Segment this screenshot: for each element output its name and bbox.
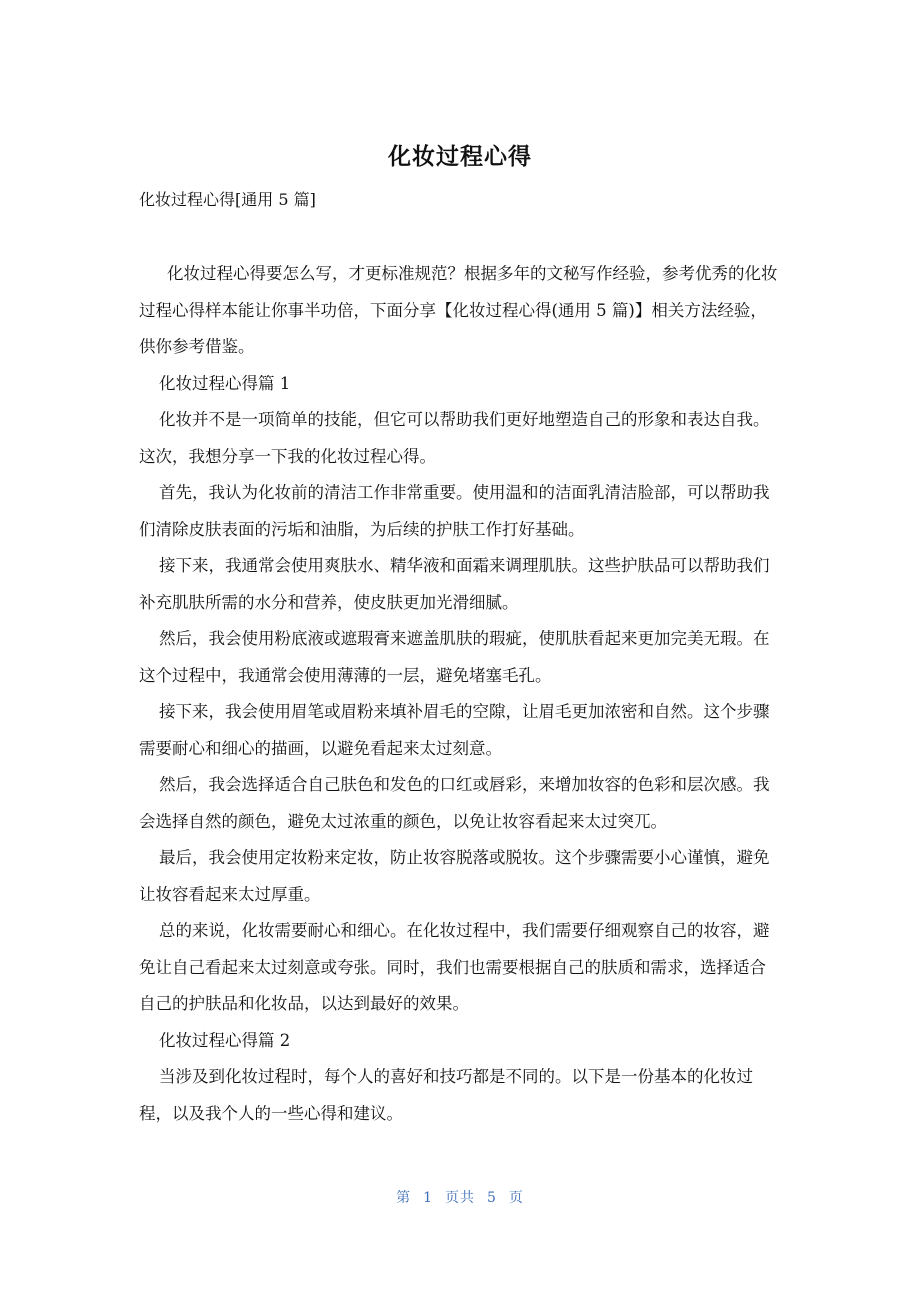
document-subtitle: 化妆过程心得[通用 5 篇]: [139, 190, 316, 209]
section-heading: 化妆过程心得篇 2: [159, 1030, 291, 1050]
document-body: [139, 256, 781, 1132]
intro-paragraph: 化妆过程心得要怎么写，才更标准规范？根据多年的文秘写作经验，参考优秀的化妆过程心得样本能让你事半功倍，下面分享【化妆过程心得(通用 5 篇)】相关方法经验，供你参考借鉴。: [139, 264, 778, 356]
body-paragraph: 当涉及到化妆过程时，每个人的喜好和技巧都是不同的。以下是一份基本的化妆过程，以及我个人的一些心得和建议。: [139, 1067, 753, 1123]
body-paragraph: 接下来，我通常会使用爽肤水、精华液和面霜来调理肌肤。这些护肤品可以帮助我们补充肌肤所需的水分和营养，使皮肤更加光滑细腻。: [139, 556, 770, 612]
footer-label-pages: 页: [508, 1190, 524, 1206]
section-heading: 化妆过程心得篇 1: [159, 373, 291, 393]
page-footer: [0, 1187, 920, 1207]
body-paragraph: 接下来，我会使用眉笔或眉粉来填补眉毛的空隙，让眉毛更加浓密和自然。这个步骤需要耐心和细心的描画，以避免看起来太过刻意。: [139, 702, 770, 758]
footer-total-pages: 5: [487, 1190, 497, 1206]
footer-label-page: 第: [396, 1190, 412, 1206]
body-paragraph: 最后，我会使用定妆粉来定妆，防止妆容脱落或脱妆。这个步骤需要小心谨慎，避免让妆容看起来太过厚重。: [139, 848, 770, 904]
footer-label-of: 页共: [445, 1190, 475, 1206]
body-paragraph: 然后，我会使用粉底液或遮瑕膏来遮盖肌肤的瑕疵，使肌肤看起来更加完美无瑕。在这个过程中，我通常会使用薄薄的一层，避免堵塞毛孔。: [139, 629, 770, 685]
body-paragraph: 首先，我认为化妆前的清洁工作非常重要。使用温和的洁面乳清洁脸部，可以帮助我们清除皮肤表面的污垢和油脂，为后续的护肤工作打好基础。: [139, 483, 770, 539]
body-paragraph: 然后，我会选择适合自己肤色和发色的口红或唇彩，来增加妆容的色彩和层次感。我会选择自然的颜色，避免太过浓重的颜色，以免让妆容看起来太过突兀。: [139, 775, 770, 831]
body-paragraph: 化妆并不是一项简单的技能，但它可以帮助我们更好地塑造自己的形象和表达自我。这次，我想分享一下我的化妆过程心得。: [139, 410, 770, 466]
footer-current-page: 1: [423, 1190, 433, 1206]
document-title: 化妆过程心得: [388, 144, 532, 170]
body-paragraph: 总的来说，化妆需要耐心和细心。在化妆过程中，我们需要仔细观察自己的妆容，避免让自己看起来太过刻意或夸张。同时，我们也需要根据自己的肤质和需求，选择适合自己的护肤品和化妆品，以达到最好的效果。: [139, 921, 770, 1013]
